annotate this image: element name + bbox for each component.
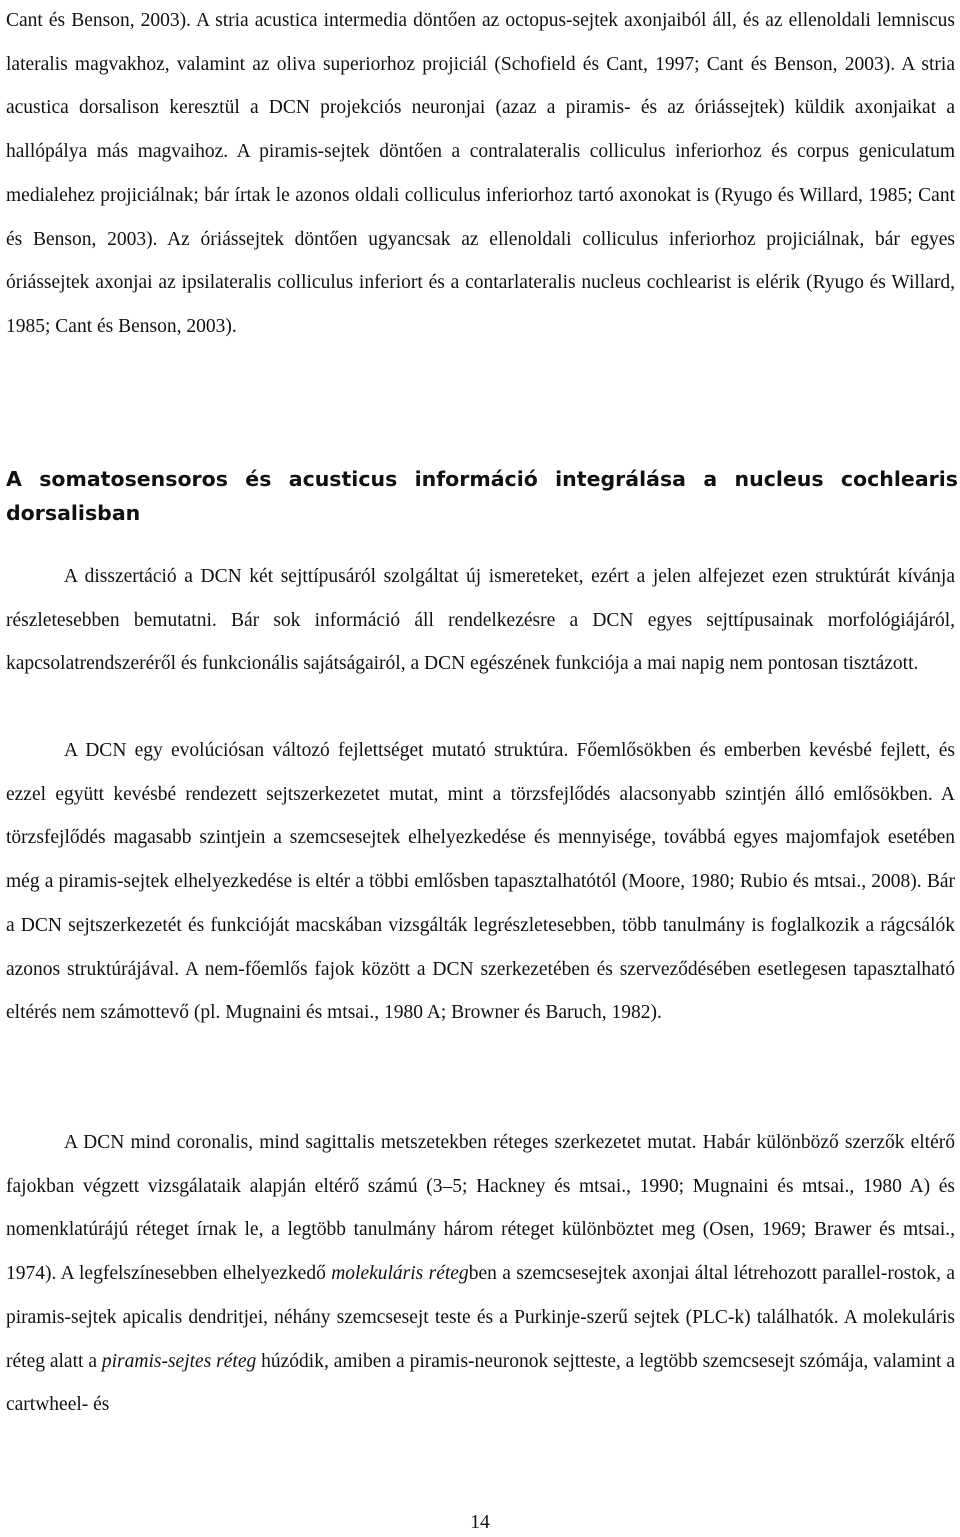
paragraph-layers-text-1: A DCN mind coronalis, mind sagittalis metszetekben réteges szerkezetet mutat. Habár különböző szerzők eltérő fajokban végzett vizsgálataik alapján eltérő számú (3–5; Hackney és mtsai., 1990; Mugnaini és mtsai., 1980 A) és nomenklatúrájú réteget írnak le, a legtöbb tanulmány három réteget különböztet meg (Osen, 1969; Brawer és mtsai., 1974). A legfelszínesebben elhelyezkedő bbox=[6, 1132, 955, 1285]
paragraph-evolution: A DCN egy evolúciósan változó fejlettséget mutató struktúra. Főemlősökben és emberben kevésbé fejlett, és ezzel együtt kevésbé rendezett sejtszerkezetet mutat, mint a törzsfejlődés alacsonyabb szintjén álló emlősökben. A törzsfejlődés magasabb szintjein a szemcsesejtek elhelyezkedése és mennyisége, továbbá egyes majomfajok esetében még a piramis-sejtek elhelyezkedése is eltér a többi emlősben tapasztalhatótól (Moore, 1980; Rubio és mtsai., 2008). Bár a DCN sejtszerkezetét és funkcióját macskában vizsgálták legrészletesebben, több tanulmány is foglalkozik a rágcsálók azonos struktúrájával. A nem-főemlős fajok között a DCN szerkezetében és szerveződésében esetlegesen tapasztalható eltérés nem számottevő (pl. Mugnaini és mtsai., 1980 A; Browner és Baruch, 1982). bbox=[6, 740, 955, 1024]
page-number: 14 bbox=[470, 1512, 490, 1533]
term-pyramidal-layer: piramis-sejtes réteg bbox=[101, 1350, 257, 1372]
paragraph-layers bbox=[6, 1121, 955, 1427]
section-heading: A somatosensoros és acusticus információ integrálása a nucleus cochlearis dorsalisban bbox=[6, 467, 958, 525]
paragraph-intro: A disszertáció a DCN két sejttípusáról szolgáltat új ismereteket, ezért a jelen alfejezet ezen struktúrát kívánja részletesebben bemutatni. Bár sok információ áll rendelkezésre a DCN egyes sejttípusainak morfológiájáról, kapcsolatrendszeréről és funkcionális sajátságairól, a DCN egészének funkciója a mai napig nem pontosan tisztázott. bbox=[6, 566, 955, 675]
term-molecular-layer: molekuláris réteg bbox=[331, 1263, 469, 1285]
paragraph-continuation: Cant és Benson, 2003). A stria acustica intermedia döntően az octopus-sejtek axonjaiból áll, és az ellenoldali lemniscus lateralis magvakhoz, valamint az oliva superiorhoz projiciál (Schofield és Cant, 1997; Cant és Benson, 2003). A stria acustica dorsalison keresztül a DCN projekciós neuronjai (azaz a piramis- és az óriássejtek) küldik axonjaikat a hallópálya más magvaihoz. A piramis-sejtek döntően a contralateralis colliculus inferiorhoz és corpus geniculatum medialehez projiciálnak; bár írtak le azonos oldali colliculus inferiorhoz tartó axonokat is (Ryugo és Willard, 1985; Cant és Benson, 2003). Az óriássejtek döntően ugyancsak az ellenoldali colliculus inferiorhoz projiciálnak, bár egyes óriássejtek axonjai az ipsilateralis colliculus inferiort és a contarlateralis nucleus cochlearist is elérik (Ryugo és Willard, 1985; Cant és Benson, 2003). bbox=[6, 10, 955, 337]
paragraph-layers-text-3: húzódik, amiben a piramis-neuronok sejtteste, a legtöbb szemcsesejt szómája, valamint a cartwheel- és bbox=[6, 1350, 955, 1416]
paragraph-layers-text-2: ben a szemcsesejtek axonjai által létrehozott parallel-rostok, a piramis-sejtek apicalis dendritjei, néhány szemcsesejt teste és a Purkinje-szerű sejtek (PLC-k) találhatók. A molekuláris réteg alatt a bbox=[6, 1263, 955, 1372]
